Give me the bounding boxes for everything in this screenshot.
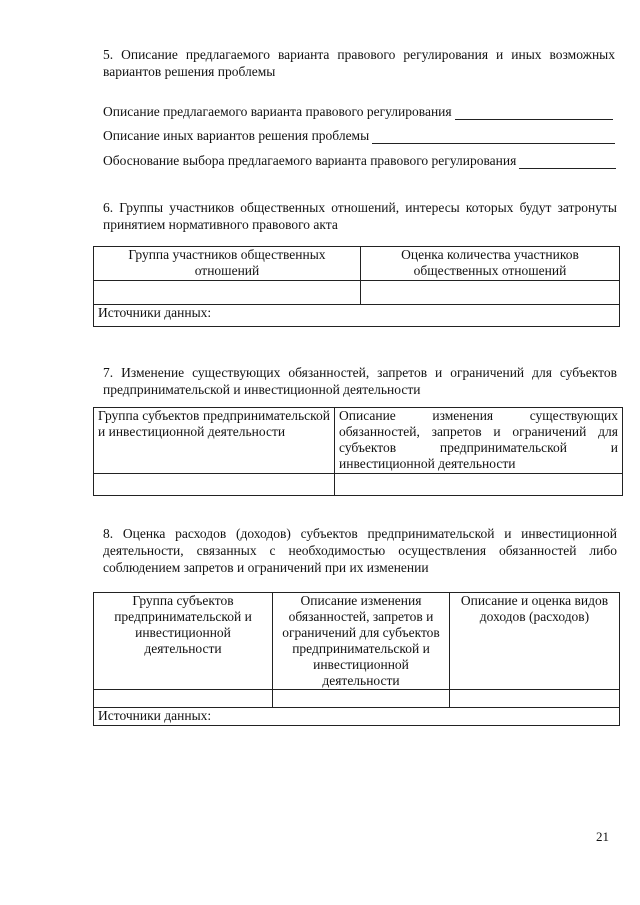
cell-business-group[interactable] <box>94 690 273 708</box>
section-5-heading: 5. Описание предлагаемого варианта правового регулирования и иных возможных вариантов решения проблемы <box>103 47 615 79</box>
header-obligations-change: Описание изменения существующих обязанностей, запретов и ограничений для субъектов предпринимательской и инвестиционной деятельности <box>335 408 623 474</box>
header-business-group: Группа субъектов предпринимательской и инвестиционной деятельности <box>94 408 335 474</box>
fill-line-alternatives <box>103 127 615 144</box>
section-6-heading: 6. Группы участников общественных отношений, интересы которых будут затронуты принятием нормативного правового акта <box>103 200 617 232</box>
fill-line-label: Описание иных вариантов решения проблемы <box>103 128 370 143</box>
fill-line-label: Описание предлагаемого варианта правового регулирования <box>103 104 452 119</box>
cell-participant-group[interactable] <box>94 281 361 305</box>
participants-table <box>93 246 620 327</box>
cell-business-group[interactable] <box>94 474 335 496</box>
section-7-heading: 7. Изменение существующих обязанностей, запретов и ограничений для субъектов предпринимательской и инвестиционной деятельности <box>103 365 617 397</box>
header-participant-count: Оценка количества участников общественных отношений <box>361 247 620 281</box>
header-obligations-change: Описание изменения обязанностей, запретов и ограничений для субъектов предпринимательской и инвестиционной деятельности <box>273 593 450 690</box>
blank-line[interactable] <box>372 131 615 144</box>
section-8-heading: 8. Оценка расходов (доходов) субъектов предпринимательской и инвестиционной деятельности, связанных с необходимостью осуществления обязанностей либо соблюдением запретов и ограничений при их изменении <box>103 526 617 575</box>
blank-line[interactable] <box>455 107 613 120</box>
cell-obligations-change[interactable] <box>335 474 623 496</box>
fill-line-label: Обоснование выбора предлагаемого варианта правового регулирования <box>103 153 517 168</box>
sources-row[interactable]: Источники данных: <box>94 708 620 726</box>
header-business-group: Группа субъектов предпринимательской и инвестиционной деятельности <box>94 593 273 690</box>
costs-table <box>93 592 620 726</box>
fill-line-proposed <box>103 103 613 120</box>
blank-line[interactable] <box>519 156 616 169</box>
fill-line-justification <box>103 152 616 169</box>
header-participant-group: Группа участников общественных отношений <box>94 247 361 281</box>
obligations-table <box>93 407 623 496</box>
cell-participant-count[interactable] <box>361 281 620 305</box>
header-costs-description: Описание и оценка видов доходов (расходов) <box>450 593 620 690</box>
cell-obligations-change[interactable] <box>273 690 450 708</box>
cell-costs-description[interactable] <box>450 690 620 708</box>
sources-row[interactable]: Источники данных: <box>94 305 620 327</box>
page-number: 21 <box>596 829 609 844</box>
